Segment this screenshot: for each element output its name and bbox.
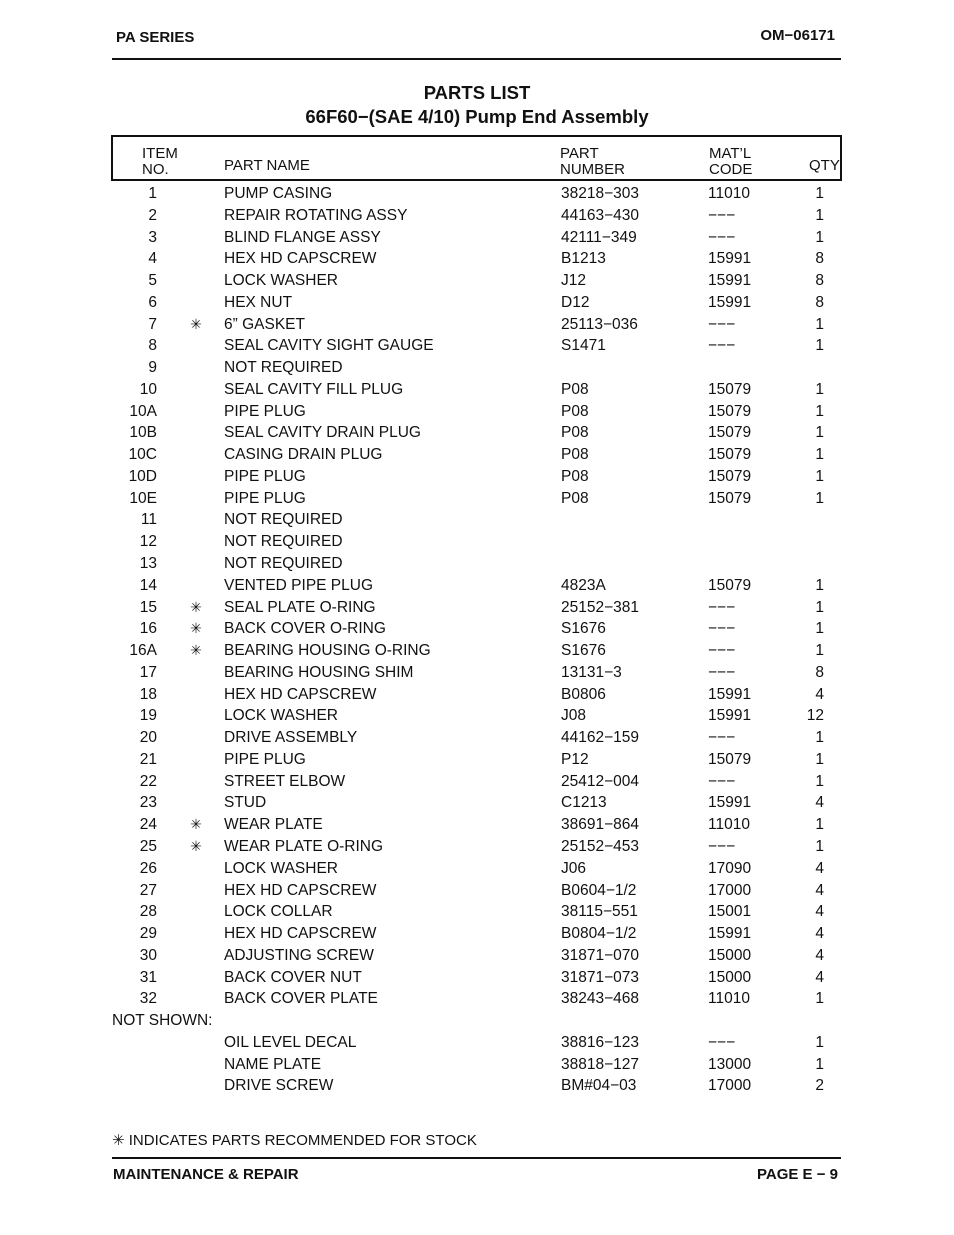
part-number: 44163−430 — [561, 206, 640, 224]
quantity: 1 — [815, 729, 824, 747]
part-number: J06 — [561, 859, 586, 877]
part-name: HEX NUT — [224, 293, 293, 311]
part-name: NOT REQUIRED — [224, 533, 343, 551]
item-number: 16A — [129, 642, 157, 660]
table-row — [0, 749, 954, 771]
quantity: 2 — [815, 1077, 824, 1095]
table-row — [0, 205, 954, 227]
part-number: 31871−073 — [561, 968, 640, 986]
part-number: B0604−1/2 — [561, 881, 637, 899]
part-name: BACK COVER O-RING — [224, 620, 386, 638]
material-code-header — [709, 146, 752, 178]
part-number-header-line2: NUMBER — [560, 161, 626, 178]
material-code: 15991 — [708, 272, 752, 290]
assembly-title: 66F60−(SAE 4/10) Pump End Assembly — [305, 106, 649, 127]
quantity: 1 — [815, 816, 824, 834]
quantity: 1 — [815, 446, 824, 464]
part-number: 38818−127 — [561, 1055, 640, 1073]
material-code: 15079 — [708, 424, 752, 442]
material-header-line1: MAT’L — [709, 145, 752, 162]
table-row — [0, 248, 954, 270]
part-name: CASING DRAIN PLUG — [224, 446, 383, 464]
part-number: 42111−349 — [561, 228, 637, 246]
part-name: NOT REQUIRED — [224, 511, 343, 529]
part-name: SEAL CAVITY SIGHT GAUGE — [224, 337, 434, 355]
stock-star-icon: ✳ — [190, 642, 202, 659]
part-name: LOCK WASHER — [224, 272, 338, 290]
material-code: 15991 — [708, 794, 752, 812]
part-number: S1676 — [561, 642, 606, 660]
part-name: BLIND FLANGE ASSY — [224, 228, 381, 246]
table-row — [0, 553, 954, 575]
item-number: 15 — [139, 598, 157, 616]
table-row — [0, 880, 954, 902]
item-number: 29 — [139, 925, 157, 943]
stock-star-icon: ✳ — [190, 816, 202, 833]
table-row — [0, 1054, 954, 1076]
part-number: P08 — [561, 467, 589, 485]
item-number: 13 — [139, 555, 157, 573]
item-number: 10B — [129, 424, 157, 442]
item-number: 2 — [148, 206, 157, 224]
part-number: 44162−159 — [561, 729, 640, 747]
quantity: 4 — [815, 859, 824, 877]
table-row — [0, 488, 954, 510]
column-header-box — [111, 135, 842, 181]
material-code: −−− — [708, 337, 736, 355]
item-number: 1 — [148, 185, 157, 202]
part-name-header: PART NAME — [224, 157, 310, 174]
material-code: 15991 — [708, 707, 752, 725]
item-number: 23 — [139, 794, 157, 812]
table-row — [0, 858, 954, 880]
part-name: LOCK WASHER — [224, 859, 338, 877]
material-code: −−− — [708, 642, 736, 660]
part-number: S1471 — [561, 337, 606, 355]
material-code: 11010 — [708, 185, 750, 202]
part-number: P08 — [561, 446, 589, 464]
item-header-line2: NO. — [142, 161, 169, 178]
part-number: S1676 — [561, 620, 606, 638]
stock-note: ✳ INDICATES PARTS RECOMMENDED FOR STOCK — [112, 1132, 477, 1149]
material-code: 13000 — [708, 1055, 752, 1073]
material-code: 15000 — [708, 968, 752, 986]
part-number-header-line1: PART — [560, 145, 599, 162]
part-name: LOCK COLLAR — [224, 903, 333, 921]
table-row — [0, 227, 954, 249]
item-number: 4 — [148, 250, 157, 268]
material-header-line2: CODE — [709, 161, 753, 178]
quantity: 1 — [815, 337, 824, 355]
part-name: OIL LEVEL DECAL — [224, 1033, 357, 1051]
part-name: LOCK WASHER — [224, 707, 338, 725]
part-number: B1213 — [561, 250, 606, 268]
table-row — [0, 792, 954, 814]
item-number: 27 — [139, 881, 157, 899]
part-number: BM#04−03 — [561, 1077, 637, 1095]
table-row — [0, 314, 954, 336]
material-code: 15991 — [708, 250, 752, 268]
quantity: 1 — [815, 1055, 824, 1073]
parts-table-body — [0, 183, 954, 1097]
item-number: 10E — [129, 489, 157, 507]
quantity: 4 — [815, 946, 824, 964]
not-shown-label-row — [0, 1010, 954, 1032]
material-code: 15000 — [708, 946, 752, 964]
material-code: 17000 — [708, 881, 752, 899]
quantity: 12 — [806, 707, 824, 725]
part-number: 38218−303 — [561, 185, 640, 202]
quantity: 1 — [815, 467, 824, 485]
item-header-line1: ITEM — [142, 145, 178, 162]
item-number: 10A — [129, 402, 157, 420]
material-code: 17000 — [708, 1077, 752, 1095]
part-number-header — [560, 146, 625, 178]
table-row — [0, 444, 954, 466]
part-number: J12 — [561, 272, 586, 290]
quantity: 1 — [815, 315, 824, 333]
part-number: D12 — [561, 293, 590, 311]
quantity: 1 — [815, 402, 824, 420]
quantity: 1 — [815, 206, 824, 224]
part-number: 31871−070 — [561, 946, 640, 964]
quantity: 1 — [815, 772, 824, 790]
part-name: REPAIR ROTATING ASSY — [224, 206, 408, 224]
table-row — [0, 335, 954, 357]
part-name: BEARING HOUSING SHIM — [224, 663, 414, 681]
part-number: 38816−123 — [561, 1033, 640, 1051]
part-number: 38115−551 — [561, 903, 638, 921]
part-name: VENTED PIPE PLUG — [224, 576, 374, 594]
quantity: 8 — [815, 663, 824, 681]
item-number: 6 — [148, 293, 157, 311]
table-row — [0, 292, 954, 314]
table-row — [0, 1075, 954, 1097]
part-name: PIPE PLUG — [224, 750, 306, 768]
part-number: P08 — [561, 402, 589, 420]
item-number: 11 — [140, 511, 157, 529]
material-code: 17090 — [708, 859, 752, 877]
material-code: −−− — [708, 663, 736, 681]
item-number: 17 — [139, 663, 157, 681]
page-title: PARTS LIST — [423, 82, 531, 103]
part-name: PIPE PLUG — [224, 467, 306, 485]
footer-section: MAINTENANCE & REPAIR — [113, 1166, 299, 1183]
material-code: 15991 — [708, 925, 752, 943]
stock-star-icon: ✳ — [190, 315, 202, 332]
item-number: 3 — [148, 228, 157, 246]
stock-star-icon: ✳ — [190, 837, 202, 854]
quantity: 8 — [815, 293, 824, 311]
item-number: 20 — [139, 729, 157, 747]
part-name: STREET ELBOW — [224, 772, 346, 790]
material-code: 11010 — [708, 816, 750, 834]
part-number: 25152−453 — [561, 837, 640, 855]
quantity: 8 — [815, 250, 824, 268]
part-number: P08 — [561, 380, 589, 398]
quantity: 1 — [815, 598, 824, 616]
item-number: 32 — [139, 990, 157, 1008]
part-name: PUMP CASING — [224, 185, 333, 202]
quantity: 1 — [815, 576, 824, 594]
quantity: 1 — [815, 642, 824, 660]
part-number: B0806 — [561, 685, 606, 703]
quantity: 4 — [815, 968, 824, 986]
material-code: −−− — [708, 1033, 736, 1051]
header-rule — [112, 58, 841, 60]
item-number: 7 — [148, 315, 157, 333]
item-no-header — [142, 146, 178, 178]
material-code: 15991 — [708, 293, 752, 311]
part-name: HEX HD CAPSCREW — [224, 250, 377, 268]
part-name: NOT REQUIRED — [224, 555, 343, 573]
part-name: NAME PLATE — [224, 1055, 322, 1073]
part-name: WEAR PLATE O-RING — [224, 837, 384, 855]
quantity: 4 — [815, 794, 824, 812]
material-code: 15079 — [708, 489, 752, 507]
part-number: B0804−1/2 — [561, 925, 637, 943]
item-number: 8 — [148, 337, 157, 355]
part-name: PIPE PLUG — [224, 489, 306, 507]
table-row — [0, 270, 954, 292]
part-name: STUD — [224, 794, 267, 812]
material-code: 15079 — [708, 467, 752, 485]
table-row — [0, 597, 954, 619]
item-number: 30 — [139, 946, 157, 964]
material-code: 15079 — [708, 402, 752, 420]
item-number: 28 — [139, 903, 157, 921]
part-number: 25152−381 — [561, 598, 640, 616]
item-number: NOT SHOWN: — [112, 1012, 213, 1030]
item-number: 16 — [139, 620, 157, 638]
part-name: DRIVE SCREW — [224, 1077, 334, 1095]
material-code: 15991 — [708, 685, 752, 703]
item-number: 24 — [139, 816, 157, 834]
stock-star-icon: ✳ — [190, 598, 202, 615]
item-number: 14 — [139, 576, 157, 594]
quantity: 1 — [815, 620, 824, 638]
material-code: −−− — [708, 729, 736, 747]
part-name: SEAL CAVITY DRAIN PLUG — [224, 424, 421, 442]
part-number: 38691−864 — [561, 816, 640, 834]
item-number: 21 — [139, 750, 157, 768]
table-row — [0, 422, 954, 444]
table-row — [0, 183, 954, 205]
quantity: 1 — [815, 837, 824, 855]
material-code: −−− — [708, 620, 736, 638]
part-number: 38243−468 — [561, 990, 640, 1008]
stock-star-icon: ✳ — [190, 620, 202, 637]
part-name: NOT REQUIRED — [224, 359, 343, 377]
quantity: 1 — [815, 1033, 824, 1051]
table-row — [0, 357, 954, 379]
part-number: J08 — [561, 707, 586, 725]
part-name: BACK COVER PLATE — [224, 990, 378, 1008]
quantity: 4 — [815, 903, 824, 921]
material-code: 15079 — [708, 576, 752, 594]
part-name: ADJUSTING SCREW — [224, 946, 374, 964]
part-name: BEARING HOUSING O-RING — [224, 642, 431, 660]
material-code: 15079 — [708, 446, 752, 464]
table-row — [0, 923, 954, 945]
material-code: 15079 — [708, 750, 752, 768]
item-number: 10C — [128, 446, 157, 464]
material-code: −−− — [708, 772, 736, 790]
material-code: 15001 — [708, 903, 752, 921]
part-name: SEAL PLATE O-RING — [224, 598, 376, 616]
material-code: −−− — [708, 228, 736, 246]
item-number: 26 — [139, 859, 157, 877]
material-code: 11010 — [708, 990, 750, 1008]
part-name: WEAR PLATE — [224, 816, 323, 834]
quantity: 1 — [815, 424, 824, 442]
table-row — [0, 618, 954, 640]
part-number: 4823A — [561, 576, 606, 594]
table-row — [0, 575, 954, 597]
quantity: 4 — [815, 685, 824, 703]
table-row — [0, 836, 954, 858]
part-number: P12 — [561, 750, 589, 768]
item-number: 5 — [148, 272, 157, 290]
part-name: HEX HD CAPSCREW — [224, 685, 377, 703]
part-name: PIPE PLUG — [224, 402, 306, 420]
series-label: PA SERIES — [116, 29, 195, 46]
quantity: 1 — [815, 380, 824, 398]
part-number: P08 — [561, 424, 589, 442]
table-row — [0, 771, 954, 793]
qty-header: QTY — [809, 157, 840, 174]
table-row — [0, 684, 954, 706]
item-number: 10D — [128, 467, 157, 485]
table-row — [0, 466, 954, 488]
part-number: 25113−036 — [561, 315, 638, 333]
table-row — [0, 705, 954, 727]
material-code: −−− — [708, 837, 736, 855]
table-row — [0, 662, 954, 684]
part-name: BACK COVER NUT — [224, 968, 362, 986]
table-row — [0, 1032, 954, 1054]
table-row — [0, 814, 954, 836]
table-row — [0, 967, 954, 989]
item-number: 31 — [139, 968, 157, 986]
table-row — [0, 509, 954, 531]
document-number: OM−06171 — [760, 27, 835, 44]
material-code: −−− — [708, 598, 736, 616]
item-number: 25 — [139, 837, 157, 855]
table-row — [0, 901, 954, 923]
table-row — [0, 640, 954, 662]
table-row — [0, 945, 954, 967]
quantity: 4 — [815, 881, 824, 899]
quantity: 4 — [815, 925, 824, 943]
table-row — [0, 727, 954, 749]
part-number: P08 — [561, 489, 589, 507]
table-row — [0, 401, 954, 423]
part-name: DRIVE ASSEMBLY — [224, 729, 358, 747]
quantity: 8 — [815, 272, 824, 290]
item-number: 9 — [148, 359, 157, 377]
material-code: −−− — [708, 315, 736, 333]
part-number: 25412−004 — [561, 772, 640, 790]
quantity: 1 — [815, 489, 824, 507]
material-code: −−− — [708, 206, 736, 224]
material-code: 15079 — [708, 380, 752, 398]
part-name: 6” GASKET — [224, 315, 305, 333]
part-name: HEX HD CAPSCREW — [224, 925, 377, 943]
table-row — [0, 379, 954, 401]
table-row — [0, 988, 954, 1010]
part-name: HEX HD CAPSCREW — [224, 881, 377, 899]
quantity: 1 — [815, 990, 824, 1008]
item-number: 22 — [139, 772, 157, 790]
item-number: 10 — [139, 380, 157, 398]
footer-page-number: PAGE E − 9 — [756, 1166, 838, 1183]
part-number: C1213 — [561, 794, 607, 812]
table-row — [0, 531, 954, 553]
footer-rule — [112, 1157, 841, 1159]
part-name: SEAL CAVITY FILL PLUG — [224, 380, 404, 398]
item-number: 19 — [139, 707, 157, 725]
item-number: 12 — [139, 533, 157, 551]
item-number: 18 — [139, 685, 157, 703]
quantity: 1 — [815, 228, 824, 246]
quantity: 1 — [815, 750, 824, 768]
part-number: 13131−3 — [561, 663, 622, 681]
quantity: 1 — [815, 185, 824, 202]
